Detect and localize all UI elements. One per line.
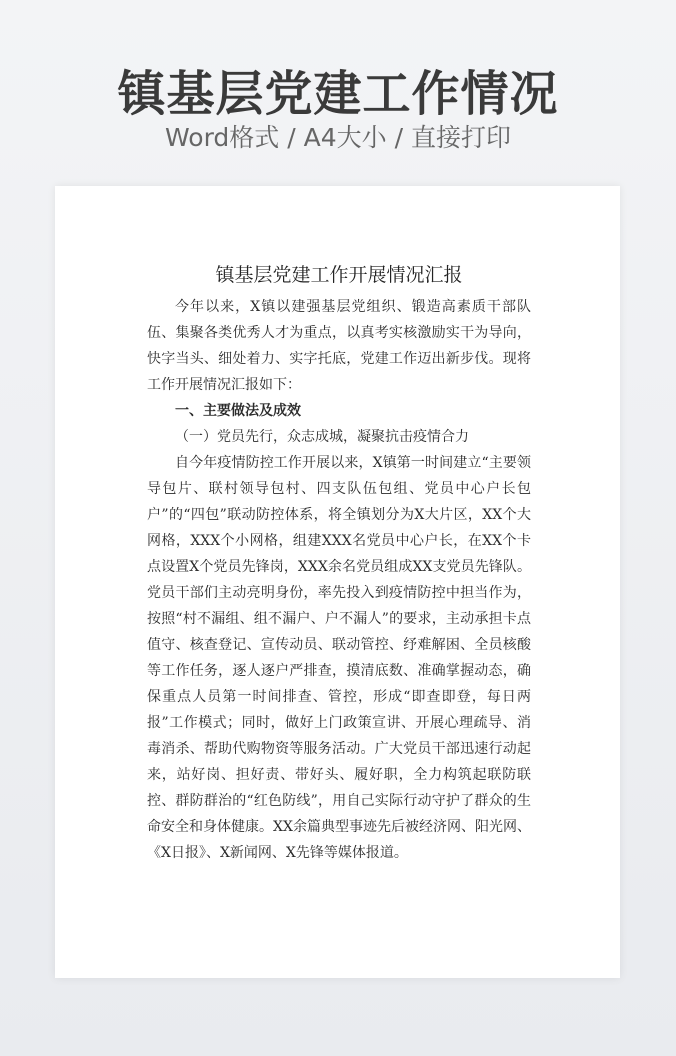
intro-paragraph: 今年以来，X镇以建强基层党组织、锻造高素质干部队伍、集聚各类优秀人才为重点，以真考实核激励实干为导向，快字当头、细处着力、实字托底，党建工作迈出新步伐。现将工作开展情况汇报如下： [147,299,531,393]
section-heading: 一、主要做法及成效 [175,403,301,419]
banner-title: 镇基层党建工作情况 [117,66,559,122]
banner-subtitle: Word格式 / A4大小 / 直接打印 [165,123,511,152]
document-title: 镇基层党建工作开展情况汇报 [215,264,463,286]
document-page [55,186,620,978]
body-paragraph: 自今年疫情防控工作开展以来，X镇第一时间建立“主要领导包片、联村领导包村、四支队伍包组、党员中心户长包户”的“四包”联动防控体系，将全镇划分为X大片区，XX个大网格，XXX个小网格，组建XXX名党员中心户长，在XX个卡点设置X个党员先锋岗，XXX余名党员组成XX支党员先锋队。党员干部们主动亮明身份，率先投入到疫情防控中担当作为，按照“村不漏组、组不漏户、户不漏人”的要求，主动承担卡点值守、核查登记、宣传动员、联动管控、纾难解困、全员核酸等工作任务，逐人逐户严排查，摸清底数、准确掌握动态，确保重点人员第一时间排查、管控，形成“即查即登，每日两报”工作模式；同时，做好上门政策宣讲、开展心理疏导、消毒消杀、帮助代购物资等服务活动。广大党员干部迅速行动起来，站好岗、担好责、带好头、履好职，全力构筑起联防联控、群防群治的“红色防线”，用自己实际行动守护了群众的生命安全和身体健康。XX余篇典型事迹先后被经济网、阳光网、《X日报》、X新闻网、X先锋等媒体报道。 [147,455,531,861]
subsection-heading: （一）党员先行，众志成城，凝聚抗击疫情合力 [175,429,469,445]
document-body [147,260,531,866]
